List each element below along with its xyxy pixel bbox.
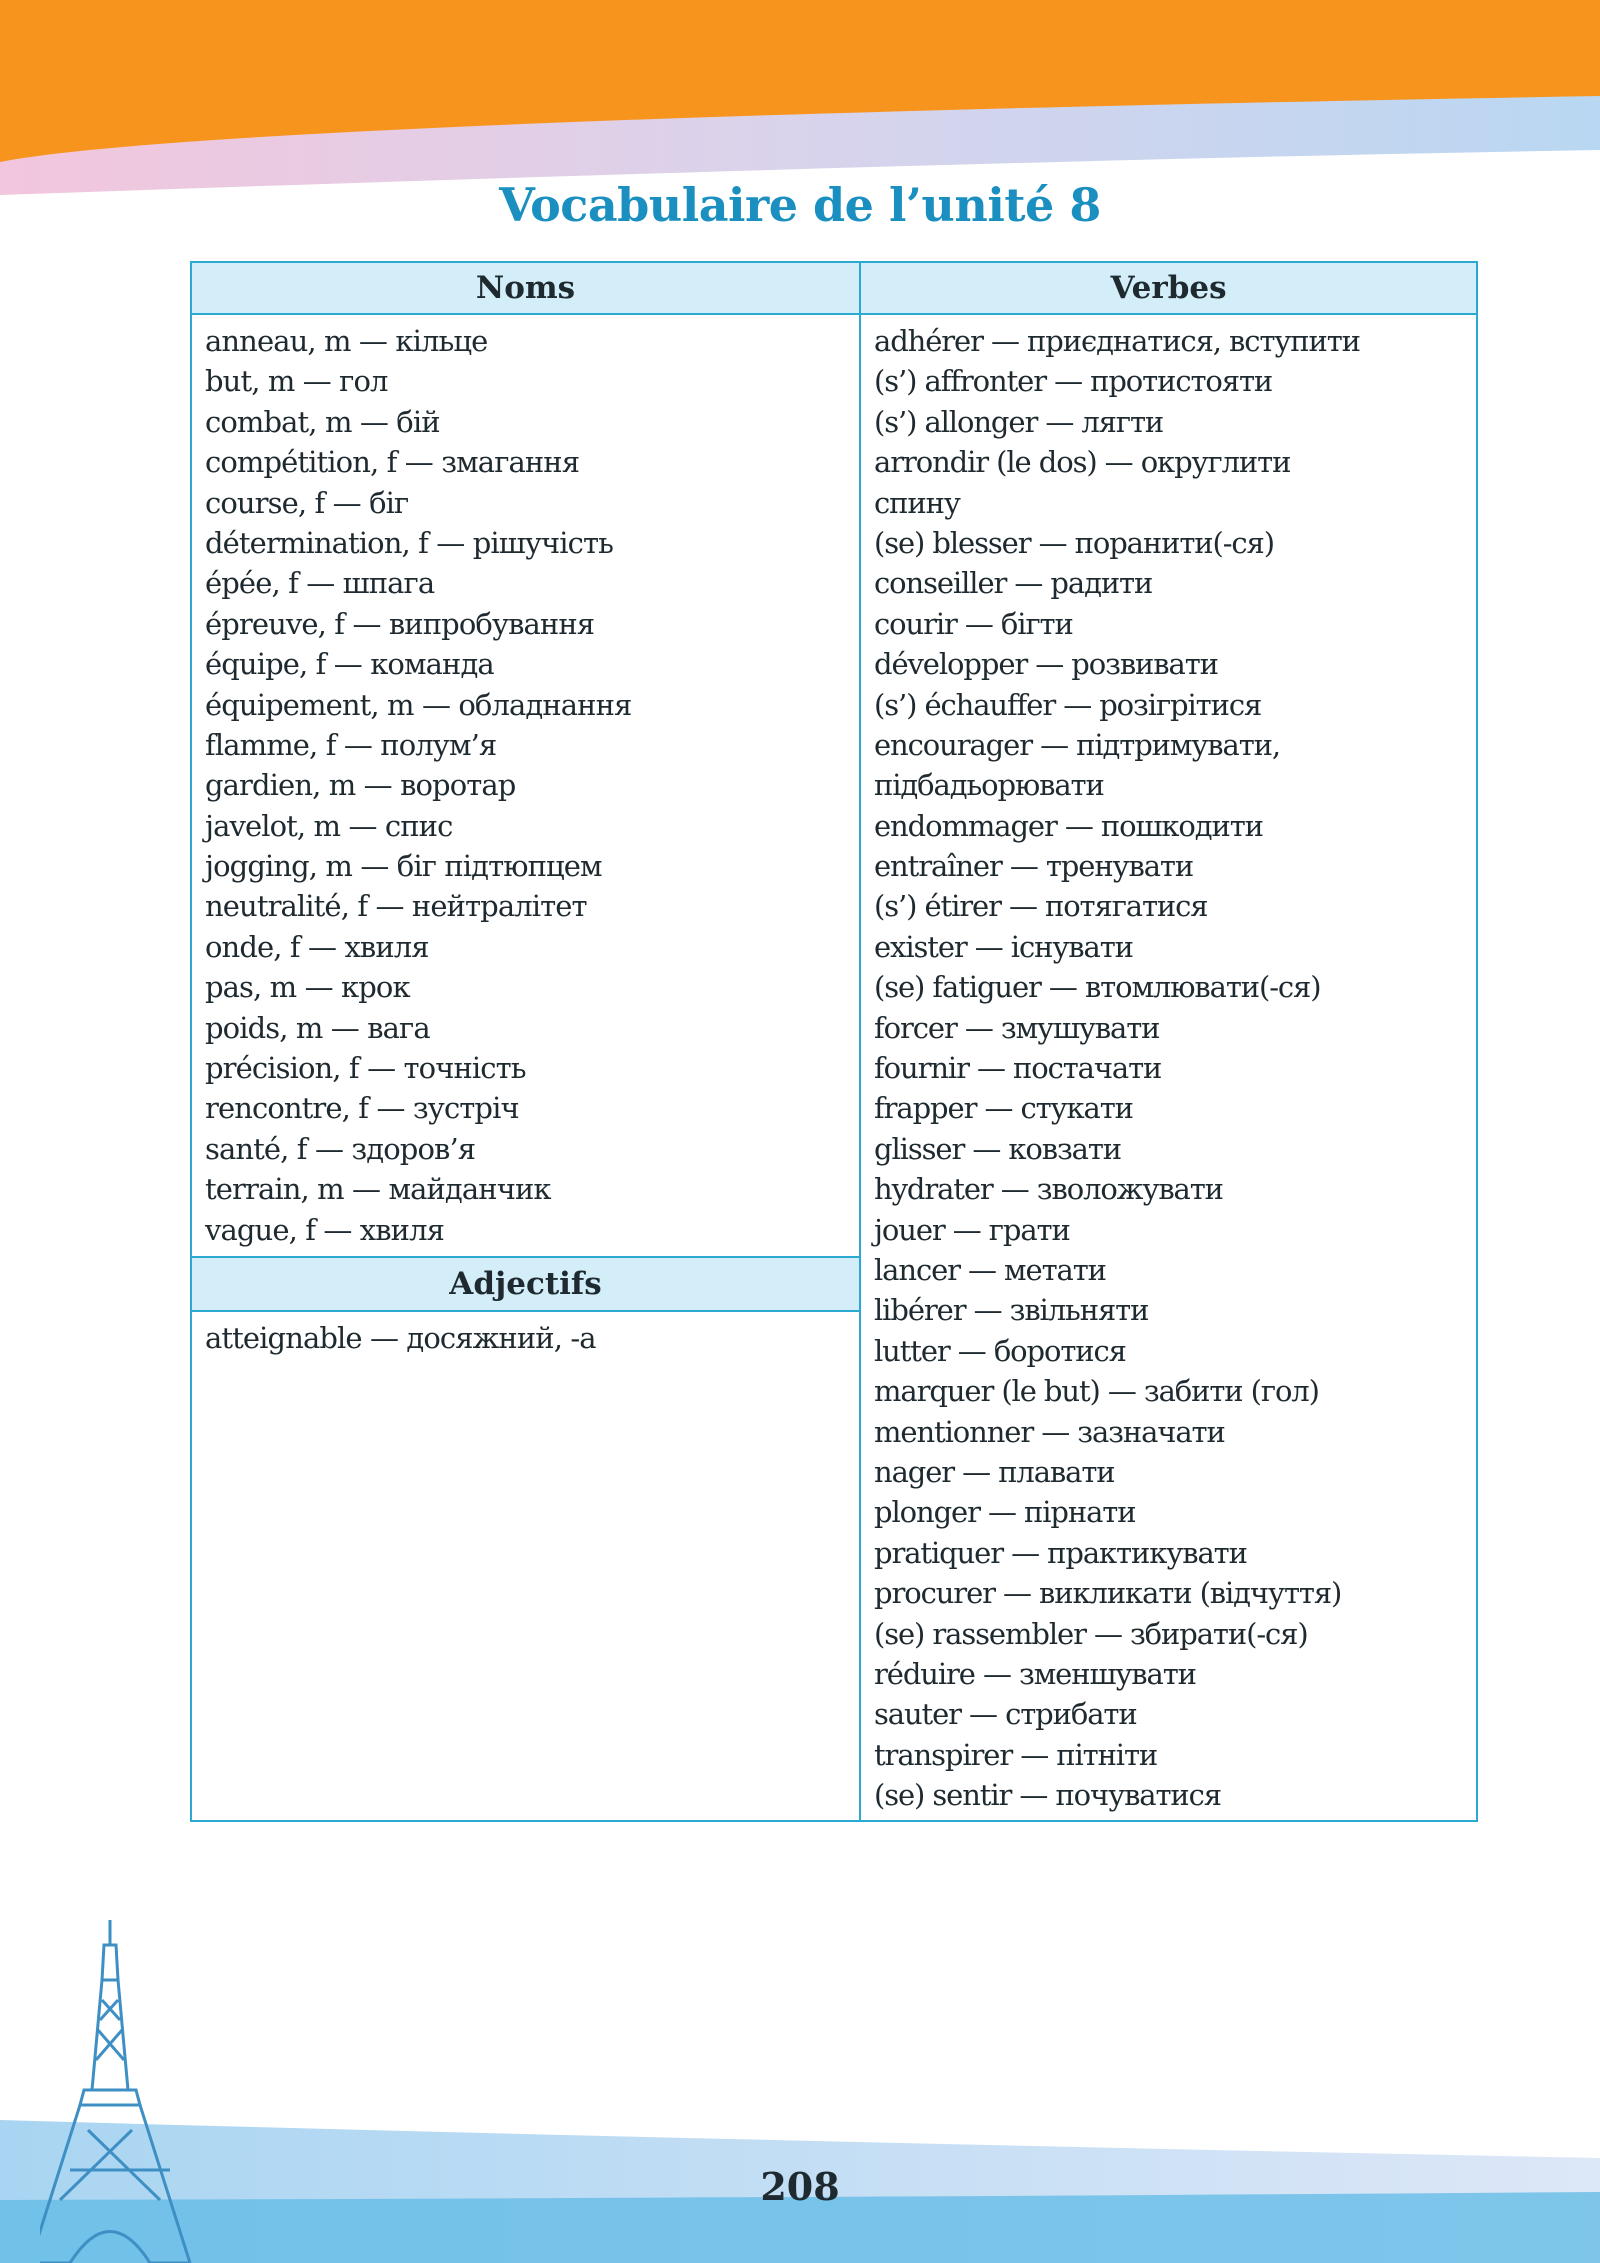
noun-entry: but, m — гол (205, 364, 388, 399)
verb-entry: jouer — грати (874, 1212, 1070, 1247)
verb-entry: endommager — пошкодити (874, 808, 1263, 843)
noun-entry: onde, f — хвиля (205, 929, 429, 964)
verb-entry: libérer — звільняти (874, 1293, 1149, 1328)
noun-entry: anneau, m — кільце (205, 324, 488, 358)
noun-entry: gardien, m — воротар (205, 768, 516, 803)
verb-entry: arrondir (le dos) — округлити (874, 445, 1291, 480)
verb-entry: plonger — пірнати (874, 1495, 1136, 1530)
verb-entry: mentionner — зазначати (874, 1414, 1225, 1449)
verb-entry: courir — бігти (874, 606, 1073, 641)
verb-entry: hydrater — зволожувати (874, 1172, 1223, 1207)
verb-entry: exister — існувати (874, 929, 1133, 964)
left-column (192, 263, 861, 1820)
verb-entry: (se) fatiguer — втомлювати(-ся) (874, 970, 1321, 1005)
noun-entry: équipe, f — команда (205, 647, 494, 682)
noun-entry: javelot, m — спис (205, 808, 453, 843)
verb-entry: nager — плавати (874, 1454, 1115, 1489)
verb-entry: lancer — метати (874, 1252, 1106, 1287)
verb-entry: (se) sentir — почуватися (874, 1778, 1221, 1813)
verb-entry: frapper — стукати (874, 1091, 1133, 1126)
noun-entry: combat, m — бій (205, 404, 440, 439)
verb-entry: спину (874, 485, 960, 520)
verb-entry: entraîner — тренувати (874, 849, 1194, 884)
verbes-heading: Verbes (861, 263, 1476, 315)
right-column (861, 263, 1476, 1820)
verb-entry: (se) blesser — поранити(-ся) (874, 525, 1274, 560)
header-band (0, 0, 1600, 200)
eiffel-tower-icon (40, 1920, 230, 2263)
verb-entry: sauter — стрибати (874, 1697, 1137, 1732)
verb-entry: transpirer — пітніти (874, 1737, 1158, 1772)
vocabulary-table (190, 261, 1478, 1822)
verb-entry: conseiller — радити (874, 566, 1153, 601)
verb-entry: glisser — ковзати (874, 1131, 1122, 1166)
noun-entry: pas, m — крок (205, 970, 410, 1005)
verb-entry: forcer — змушувати (874, 1010, 1160, 1045)
adjectifs-list (192, 1312, 859, 1364)
noun-entry: épreuve, f — випробування (205, 606, 595, 641)
page-number: 208 (760, 2164, 840, 2209)
noms-list (192, 315, 859, 1256)
noun-entry: poids, m — вага (205, 1010, 430, 1045)
noun-entry: équipement, m — обладнання (205, 687, 632, 722)
verb-entry: fournir — постачати (874, 1051, 1162, 1086)
noun-entry: terrain, m — майданчик (205, 1172, 551, 1207)
verbes-list (861, 315, 1476, 1821)
verb-entry: encourager — підтримувати, (874, 727, 1281, 762)
noun-entry: rencontre, f — зустріч (205, 1091, 519, 1126)
adjective-entry: atteignable — досяжний, -а (205, 1320, 596, 1355)
noun-entry: détermination, f — рішучість (205, 525, 614, 560)
verb-entry: (s’) étirer — потягатися (874, 889, 1208, 924)
verb-entry: réduire — зменшувати (874, 1656, 1196, 1691)
verb-entry: (s’) échauffer — розігрітися (874, 687, 1262, 722)
verb-entry: développer — розвивати (874, 647, 1218, 682)
noun-entry: flamme, f — полум’я (205, 727, 497, 762)
noun-entry: jogging, m — біг підтюпцем (205, 849, 602, 884)
verb-entry: (s’) affronter — протистояти (874, 364, 1273, 399)
noun-entry: santé, f — здоров’я (205, 1131, 476, 1166)
verb-entry: (s’) allonger — лягти (874, 404, 1164, 439)
noun-entry: course, f — біг (205, 485, 409, 520)
verb-entry: procurer — викликати (відчуття) (874, 1576, 1342, 1611)
verb-entry: adhérer — приєднатися, вступити (874, 324, 1360, 358)
verb-entry: підбадьорювати (874, 768, 1104, 803)
noun-entry: compétition, f — змагання (205, 445, 580, 480)
noms-heading: Noms (192, 263, 859, 315)
verb-entry: lutter — боротися (874, 1333, 1126, 1368)
verb-entry: pratiquer — практикувати (874, 1535, 1247, 1570)
adjectifs-heading: Adjectifs (192, 1256, 859, 1312)
page-title: Vocabulaire de l’unité 8 (499, 178, 1101, 232)
verb-entry: marquer (le but) — забити (гол) (874, 1374, 1319, 1409)
noun-entry: épée, f — шпага (205, 566, 435, 601)
verb-entry: (se) rassembler — збирати(-ся) (874, 1616, 1308, 1651)
noun-entry: neutralité, f — нейтралітет (205, 889, 587, 924)
noun-entry: précision, f — точність (205, 1051, 526, 1086)
noun-entry: vague, f — хвиля (205, 1212, 445, 1247)
